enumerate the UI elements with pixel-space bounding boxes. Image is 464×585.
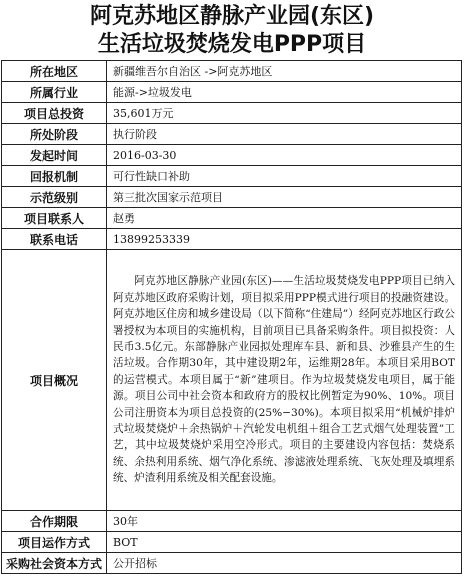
row-total-investment [2, 103, 462, 124]
project-info-table [1, 60, 462, 574]
row-value: 35,601万元 [107, 103, 462, 124]
row-label: 所在地区 [2, 61, 107, 82]
row-value: 13899253339 [107, 229, 462, 250]
row-value: 赵勇 [107, 208, 462, 229]
title-line-2: 生活垃圾焚烧发电PPP项目 [97, 32, 367, 57]
document-title [0, 0, 464, 60]
row-label: 项目运作方式 [2, 532, 107, 553]
row-value: 新疆维吾尔自治区 ->阿克苏地区 [107, 61, 462, 82]
row-value: 能源->垃圾发电 [107, 82, 462, 103]
row-label: 示范级别 [2, 187, 107, 208]
row-demo-level [2, 187, 462, 208]
row-label: 所属行业 [2, 82, 107, 103]
row-return-mechanism [2, 166, 462, 187]
row-label: 回报机制 [2, 166, 107, 187]
row-label: 项目联系人 [2, 208, 107, 229]
overview-text: 阿克苏地区静脉产业园(东区)——生活垃圾焚烧发电PPP项目已纳入阿克苏地区政府采购计划，项目拟采用PPP模式进行项目的投融资建设。阿克苏地区住房和城乡建设局（以下简称“住建局”）经阿克苏地区行政公署授权为本项目的实施机构，目前项目已具备采购条件。项目拟投资：人民币3.5亿元。东部静脉产业园拟处理库车县、新和县、沙雅县产生的生活垃圾。合作期30年，其中建设期2年，运维期28年。本项目采用BOT的运营模式。本项目属于“新”建项目。作为垃圾焚烧发电项目，属于能源。项目公司中社会资本和政府方的股权比例暂定为90%、10%。项目公司注册资本为项目总投资的(25%−30%)。本项目拟采用“机械炉排炉式垃圾焚烧炉＋余热锅炉＋汽轮发电机组＋组合工艺式烟气处理装置”工艺，其中垃圾焚烧炉采用空冷形式。项目的主要建设内容包括：焚烧系统、余热利用系统、烟气净化系统、渗滤液处理系统、飞灰处理及填埋系统、炉渣利用系统及相关配套设施。 [107, 250, 462, 511]
row-label: 项目总投资 [2, 103, 107, 124]
row-stage [2, 124, 462, 145]
row-operation-mode [2, 532, 462, 553]
row-region [2, 61, 462, 82]
row-value: 第三批次国家示范项目 [107, 187, 462, 208]
row-label: 联系电话 [2, 229, 107, 250]
row-contact-person [2, 208, 462, 229]
row-phone [2, 229, 462, 250]
row-overview [2, 250, 462, 511]
row-cooperation-period [2, 511, 462, 532]
row-start-date [2, 145, 462, 166]
row-label: 项目概况 [2, 250, 107, 511]
row-value: 执行阶段 [107, 124, 462, 145]
row-procurement-method [2, 553, 462, 574]
row-label: 所处阶段 [2, 124, 107, 145]
row-label: 发起时间 [2, 145, 107, 166]
row-value: 公开招标 [107, 553, 462, 574]
title-line-1: 阿克苏地区静脉产业园(东区) [89, 4, 375, 29]
row-label: 采购社会资本方式 [2, 553, 107, 574]
row-label: 合作期限 [2, 511, 107, 532]
row-value: 可行性缺口补助 [107, 166, 462, 187]
row-value: 2016-03-30 [107, 145, 462, 166]
row-industry [2, 82, 462, 103]
row-value: 30年 [107, 511, 462, 532]
row-value: BOT [107, 532, 462, 553]
